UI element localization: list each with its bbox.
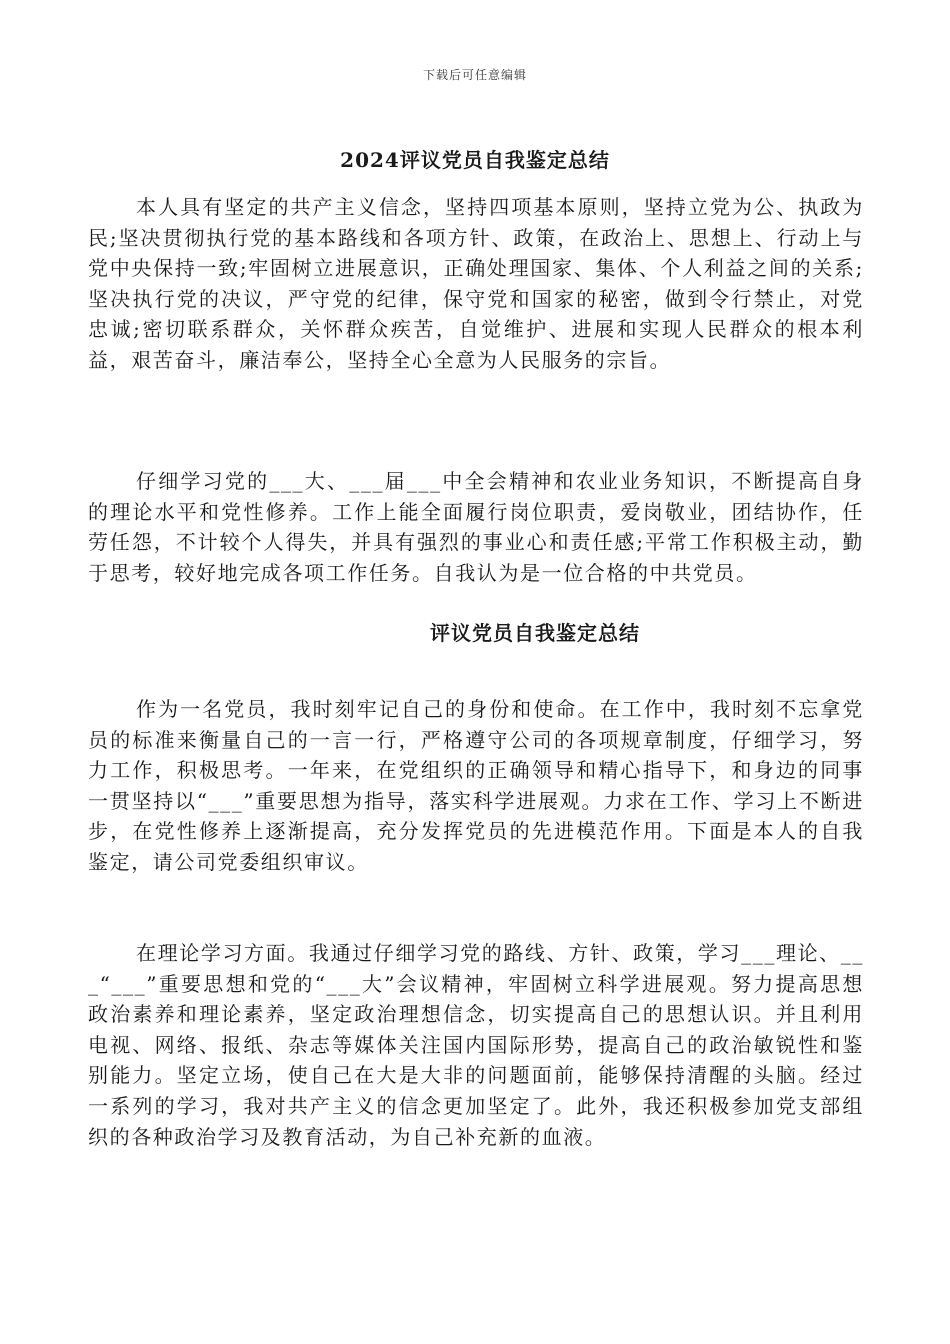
section-title: 评议党员自我鉴定总结 (430, 621, 640, 645)
header-note: 下载后可任意编辑 (422, 68, 527, 82)
paragraph-4: 在理论学习方面。我通过仔细学习党的路线、方针、政策，学习___理论、___“___”重要思想和党的“___大”会议精神，牢固树立科学进展观。努力提高思想政治素养和理论素养，坚定政治理想信念，切实提高自己的思想认识。并且利用电视、网络、报纸、杂志等媒体关注国内国际形势，提高自己的政治敏锐性和鉴别能力。坚定立场，使自己在大是大非的问题面前，能够保持清醒的头脑。经过一系列的学习，我对共产主义的信念更加坚定了。此外，我还积极参加党支部组织的各种政治学习及教育活动，为自己补充新的血液。 (88, 941, 864, 1149)
paragraph-2: 仔细学习党的___大、___届___中全会精神和农业业务知识，不断提高自身的理论水平和党性修养。工作上能全面履行岗位职责，爱岗敬业，团结协作，任劳任怨，不计较个人得失，并具有强烈的事业心和责任感;平常工作积极主动，勤于思考，较好地完成各项工作任务。自我认为是一位合格的中共党员。 (88, 469, 864, 585)
paragraph-1: 本人具有坚定的共产主义信念，坚持四项基本原则，坚持立党为公、执政为民;坚决贯彻执行党的基本路线和各项方针、政策，在政治上、思想上、行动上与党中央保持一致;牢固树立进展意识，正确处理国家、集体、个人利益之间的关系;坚决执行党的决议，严守党的纪律，保守党和国家的秘密，做到令行禁止，对党忠诚;密切联系群众，关怀群众疾苦，自觉维护、进展和实现人民群众的根本利益，艰苦奋斗，廉洁奉公，坚持全心全意为人民服务的宗旨。 (88, 195, 864, 372)
paragraph-3: 作为一名党员，我时刻牢记自己的身份和使命。在工作中，我时刻不忘拿党员的标准来衡量自己的一言一行，严格遵守公司的各项规章制度，仔细学习，努力工作，积极思考。一年来，在党组织的正确领导和精心指导下，和身边的同事一贯坚持以“___”重要思想为指导，落实科学进展观。力求在工作、学习上不断进步，在党性修养上逐渐提高，充分发挥党员的先进模范作用。下面是本人的自我鉴定，请公司党委组织审议。 (88, 697, 864, 874)
document-title: 2024评议党员自我鉴定总结 (340, 148, 610, 172)
